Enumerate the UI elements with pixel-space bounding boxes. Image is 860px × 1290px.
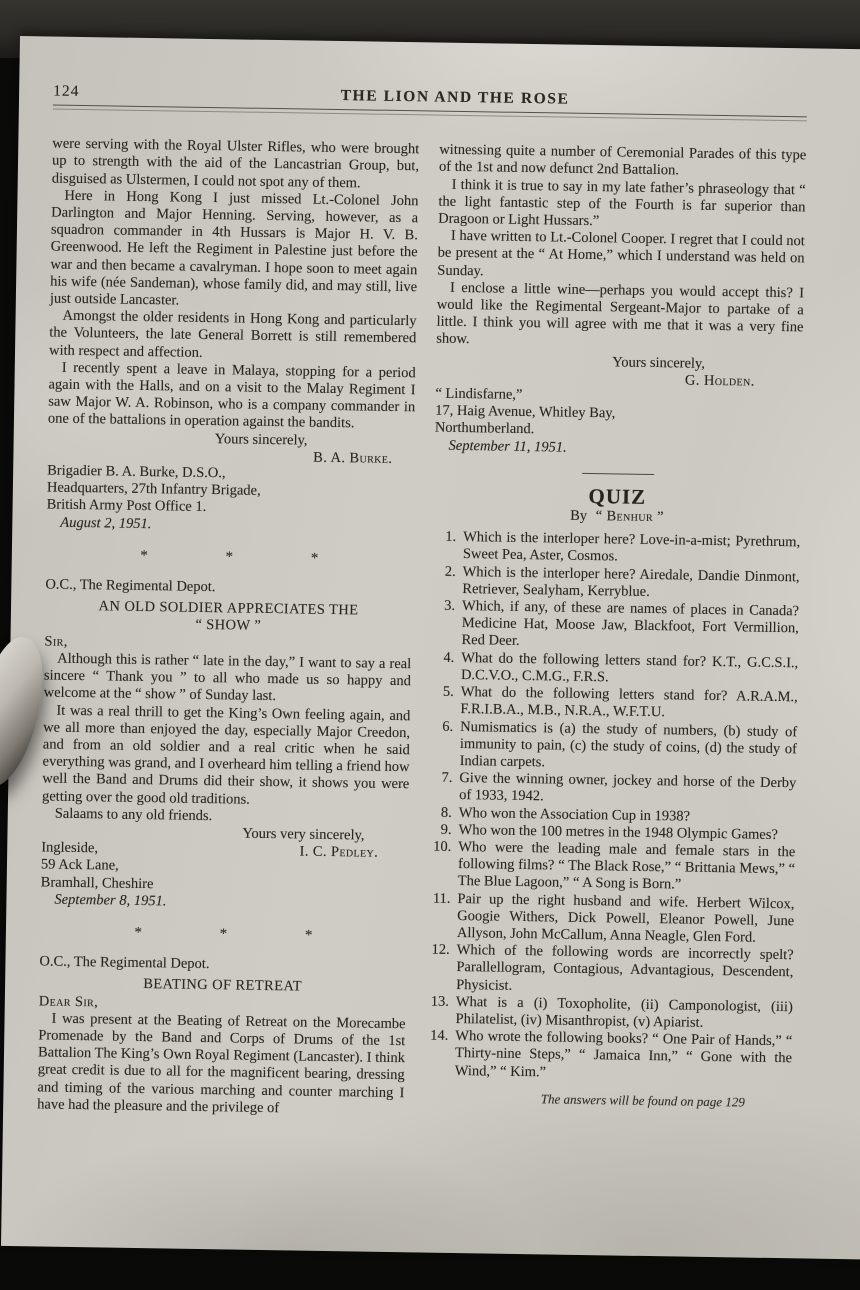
quiz-question-text: What do the following letters stand for? A.R.A.M., F.R.I.B.A., M.B., N.R.A., W.F.T.U. — [460, 684, 798, 721]
burke-date: August 2, 1951. — [60, 514, 152, 532]
retreat-addressee: O.C., The Regimental Depot. — [39, 953, 210, 973]
holden-address-line: “ Lindisfarne,” — [435, 385, 523, 403]
pedley-address-line: Ingleside, — [41, 839, 99, 857]
pedley-signature: I. C. Pedley. — [299, 843, 379, 861]
quiz-question-text: Who won the 100 metres in the 1948 Olympic Games? — [458, 821, 779, 843]
quiz-byline-prefix: By — [570, 507, 588, 525]
retreat-paragraph: I was present at the Beating of Retreat on the Morecambe Promenade by the Band and Corps of Drums of the 1st Battalion The King’s Own Royal Regiment (Lancaster). I think great credit is due to all for the magnificent bearing, dressing and timing of the various marching and counter marching I have had the pleasure and the privilege of — [37, 1010, 406, 1116]
quiz-question-number: 6. — [442, 718, 454, 735]
journal-title: THE LION AND THE ROSE — [340, 87, 570, 108]
burke-signature: B. A. Burke. — [313, 449, 393, 467]
holden-address-line: Northumberland. — [434, 420, 535, 438]
pedley-address-line: 59 Ack Lane, — [40, 856, 119, 874]
pedley-address-line: Bramhall, Cheshire — [40, 873, 154, 892]
pedley-paragraph: It was a real thrill to get the King’s Own feeling again, and we all more than enjoyed the day, especially Major Creedon, and from an old soldier and a real critic when he said everything was grand, and I overheard him telling a friend how well the Band and Drums did their show, it shows you were getting over the good old traditions. — [41, 702, 411, 808]
quiz-question-text: Which is the interloper here? Airedale, Dandie Dinmont, Retriever, Sealyham, Kerryblue. — [462, 563, 800, 600]
quiz-question-text: Numismatics is (a) the study of numbers, (b) study of immunity to pain, (c) the study of coins, (d) the study of Indian carpets. — [459, 718, 798, 771]
quiz-question — [428, 838, 796, 895]
burke-paragraph: Here in Hong Kong I just missed Lt.-Colonel John Darlington and Major Henning. Serving, however, as a squadron commander in 4th Hussars is Major H. V. B. Greenwood. He left the Regiment in Palestine just before the war and then became a cavalryman. I hope soon to meet again his wife (née Sandeman), whose family did, and may still, live just outside Lancaster. — [49, 187, 419, 309]
pedley-letter-heading — [45, 598, 412, 638]
quiz-question-number: 12. — [431, 941, 450, 959]
holden-paragraph: I have written to Lt.-Colonel Cooper. I regret that I could not be present at the “ At Home,” which I understand was held on Sunday. — [437, 228, 805, 279]
quiz-question-number: 4. — [443, 649, 455, 666]
holden-signature: G. Holden. — [684, 372, 755, 390]
quiz-question — [431, 649, 798, 689]
quiz-title: QUIZ — [588, 483, 647, 509]
quiz-question-number: 11. — [432, 890, 451, 907]
burke-address-line: Headquarters, 27th Infantry Brigade, — [46, 479, 261, 500]
quiz-question-text: What do the following letters stand for? K.T., G.C.S.I., D.C.V.O., C.M.G., F.R.S. — [460, 649, 799, 686]
holden-paragraph: I enclose a little wine—perhaps you would accept this? I would like the Regimental Sergeant-Major to partake of a little. I think you will agree with me that it was a very fine show. — [436, 279, 805, 348]
section-separator: * * * — [134, 924, 313, 944]
quiz-question — [427, 890, 795, 947]
pedley-paragraph: Salaams to any old friends. — [54, 805, 213, 824]
pedley-addressee: O.C., The Regimental Depot. — [45, 576, 216, 596]
quiz-question-text: Give the winning owner, jockey and horse of the Derby of 1933, 1942. — [459, 770, 797, 805]
right-column — [424, 142, 806, 1125]
quiz-byline — [433, 506, 800, 529]
quiz-footnote: The answers will be found on page 129 — [540, 1091, 745, 1110]
quiz-question-number: 1. — [445, 529, 457, 546]
scanned-page — [1, 36, 860, 1260]
quiz-question-text: Which of the following words are incorrectly spelt? Parallellogram, Contagious, Advantagious, Descendent, Physicist. — [456, 942, 794, 994]
quiz-question-text: Pair up the right husband and wife. Herbert Wilcox, Googie Withers, Dick Powell, Eleanor Powell, June Allyson, John McCallum, Anna Neagle, Glen Ford. — [456, 890, 795, 946]
holden-closing: Yours sincerely, — [612, 353, 706, 372]
burke-paragraph: were serving with the Royal Ulster Rifles, who were brought up to strength with the aid of the Lancastrian Group, but, disguised as Ulstermen, I could not spot any of them. — [51, 135, 420, 191]
quiz-question — [432, 563, 799, 603]
section-separator: * * * — [140, 547, 319, 567]
retreat-letter-heading: BEATING OF RETREAT — [143, 976, 303, 995]
quiz-question — [426, 942, 794, 999]
quiz-question-text: Who won the Association Cup in 1938? — [458, 804, 691, 825]
pedley-paragraph: Although this is rather “ late in the day,” I want to say a real sincere “ Thank you ” to all who made us so happy and welcome at the “ show ” of Sunday last. — [43, 650, 412, 705]
pedley-date: September 8, 1951. — [54, 891, 167, 910]
burke-paragraph: Amongst the older residents in Hong Kong and particularly the Volunteers, the late General Borrett is still remembered with respect and affection. — [48, 307, 417, 361]
quiz-question — [430, 718, 798, 775]
quiz-question-number: 7. — [441, 769, 453, 786]
quiz-question-number: 5. — [442, 683, 454, 700]
left-column — [37, 136, 419, 1119]
burke-address-line: British Army Post Office 1. — [46, 496, 207, 516]
quiz-byline-name: “ Benhur ” — [595, 508, 665, 526]
holden-date: September 11, 1951. — [448, 437, 567, 456]
quiz-question-list — [425, 529, 801, 1085]
burke-closing: Yours sincerely, — [214, 430, 308, 449]
pedley-closing: Yours very sincerely, — [242, 825, 365, 844]
page-number: 124 — [53, 82, 80, 100]
quiz-question-text: Who were the leading male and female stars in the following films? “ The Black Rose,” “ Brittania Mews,” “ The Blue Lagoon,” “ A Song is Born.” — [457, 838, 796, 893]
quiz-question-number: 13. — [430, 993, 450, 1010]
holden-address-line: 17, Haig Avenue, Whitley Bay, — [435, 402, 616, 422]
pedley-heading-line1: AN OLD SOLDIER APPRECIATES THE — [98, 598, 359, 619]
page-content — [3, 36, 808, 1125]
quiz-question-number: 8. — [440, 804, 452, 821]
holden-paragraph: I think it is true to say in my late father’s phraseology that “ the light fantastic step of the Fourth is far superior than Dragoon or Light Hussars.” — [438, 176, 806, 230]
quiz-question-text: Which is the interloper here? Love-in-a-mist; Pyrethrum, Sweet Pea, Aster, Cosmos. — [462, 529, 801, 565]
quiz-question-number: 14. — [430, 1027, 449, 1045]
quiz-question-number: 9. — [440, 821, 452, 838]
quiz-question — [429, 770, 796, 810]
pedley-heading-line2: “ SHOW ” — [195, 617, 262, 635]
burke-paragraph: I recently spent a leave in Malaya, stopping for a period again with the Halls, and on a visit to the Malay Regiment I saw Major W. A. Robinson, who is a company commander in one of the battalions in operation against the bandits. — [47, 359, 416, 432]
two-column-layout — [37, 136, 806, 1125]
quiz-question — [433, 529, 800, 569]
quiz-question — [431, 598, 799, 655]
quiz-divider-rule — [582, 473, 654, 475]
holden-paragraph: witnessing quite a number of Ceremonial Parades of this type of the 1st and now defunct 2nd Battalion. — [438, 141, 807, 179]
quiz-question — [425, 1028, 793, 1085]
quiz-question-number: 2. — [444, 563, 456, 580]
quiz-question-number: 3. — [444, 597, 456, 614]
quiz-question — [430, 684, 797, 724]
quiz-question — [425, 993, 792, 1033]
pedley-salutation: Sir, — [44, 633, 68, 650]
retreat-salutation: Dear Sir, — [38, 992, 99, 1010]
quiz-question-text: Which, if any, of these are names of places in Canada? Medicine Hat, Moose Jaw, Blackfoot, Fort Vermillion, Red Deer. — [461, 598, 800, 650]
burke-address-line: Brigadier B. A. Burke, D.S.O., — [47, 462, 226, 482]
quiz-question-text: Who wrote the following books? “ One Pair of Hands,” “ Thirty-nine Steps,” “ Jamaica Inn,” “ Gone with the Wind,” “ Kim.” — [454, 1028, 793, 1080]
quiz-question-text: What is a (i) Toxopholite, (ii) Camponologist, (iii) Philatelist, (iv) Misanthropist, (v) Apiarist. — [455, 993, 793, 1031]
quiz-question-number: 10. — [433, 838, 452, 855]
